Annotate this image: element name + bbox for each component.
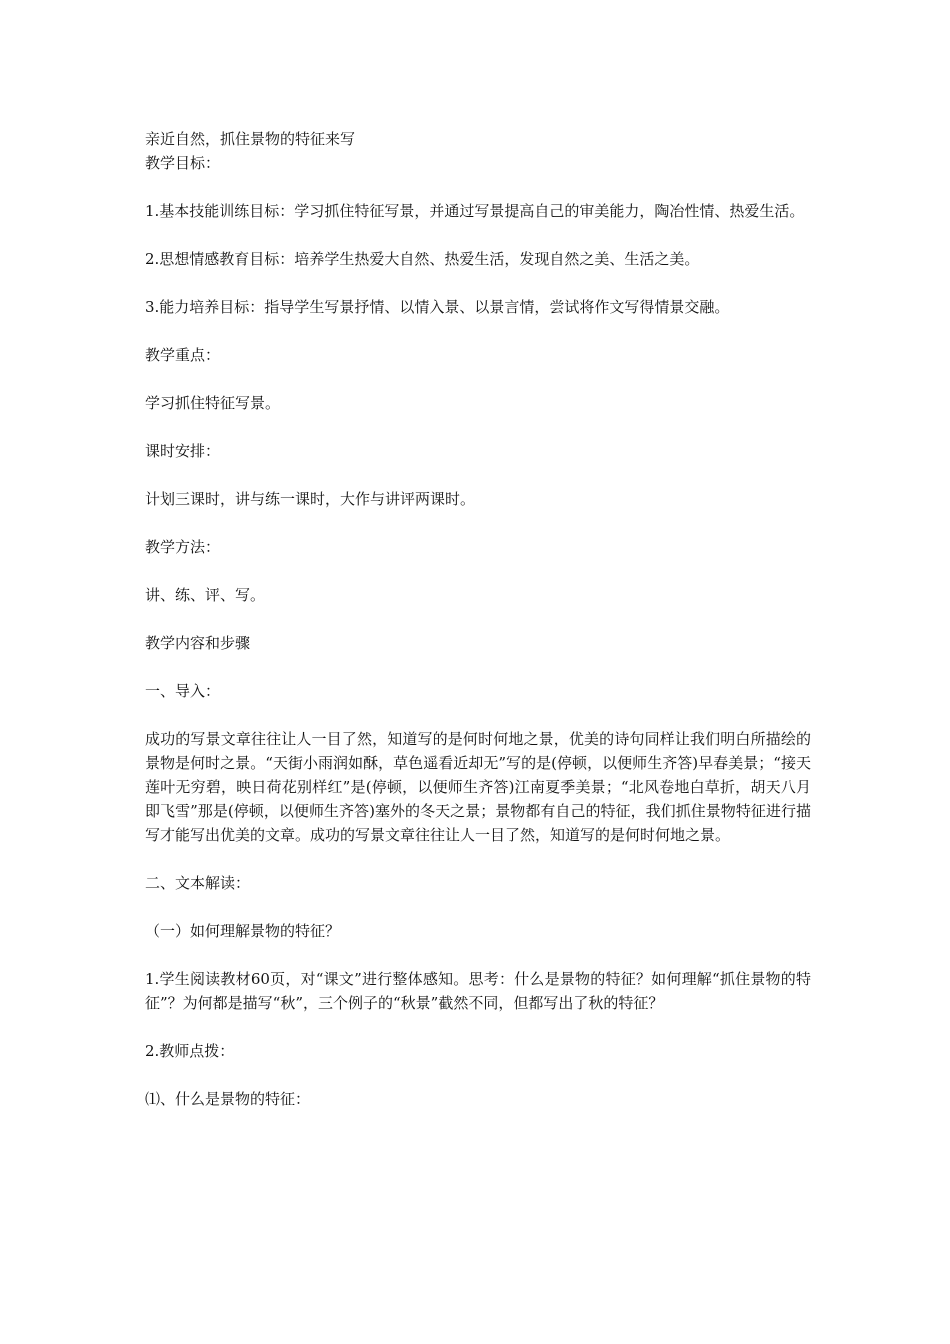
section-1-heading: 一、导入： <box>145 682 221 700</box>
section-1-text: 成功的写景文章往往让人一目了然，知道写的是何时何地之景，优美的诗句同样让我们明白所描绘的景物是何时之景。“天街小雨润如酥，草色遥看近却无”写的是(停顿，以便师生齐答)早春美景；“接天莲叶无穷碧，映日荷花别样红”是(停顿，以便师生齐答)江南夏季美景；“北风卷地白草折，胡天八月即飞雪”那是(停顿，以便师生齐答)塞外的冬天之景；景物都有自己的特征，我们抓住景物特征进行描写才能写出优美的文章。成功的写景文章往往让人一目了然，知道写的是何时何地之景。 <box>145 730 811 844</box>
item-1: 1.学生阅读教材60页，对“课文”进行整体感知。思考：什么是景物的特征？如何理解“抓住景物的特征”？为何都是描写“秋”，三个例子的“秋景”截然不同，但都写出了秋的特征？ <box>145 970 811 1012</box>
objectives-heading: 教学目标： <box>145 154 221 172</box>
item-2-1: ⑴、什么是景物的特征： <box>145 1090 311 1108</box>
focus-text: 学习抓住特征写景。 <box>145 394 281 412</box>
objective-1: 1.基本技能训练目标：学习抓住特征写景，并通过写景提高自己的审美能力，陶冶性情、热爱生活。 <box>145 202 805 220</box>
subsection-1-heading: （一）如何理解景物的特征？ <box>145 922 341 940</box>
objective-3: 3.能力培养目标：指导学生写景抒情、以情入景、以景言情，尝试将作文写得情景交融。 <box>145 298 730 316</box>
document-title: 亲近自然，抓住景物的特征来写 <box>145 130 356 148</box>
document-body <box>145 127 811 1111</box>
schedule-heading: 课时安排： <box>145 442 221 460</box>
section-2-heading: 二、文本解读： <box>145 874 251 892</box>
method-text: 讲、练、评、写。 <box>145 586 266 604</box>
focus-heading: 教学重点： <box>145 346 221 364</box>
schedule-text: 计划三课时，讲与练一课时，大作与讲评两课时。 <box>145 490 476 508</box>
item-2: 2.教师点拨： <box>145 1042 235 1060</box>
steps-heading: 教学内容和步骤 <box>145 634 251 652</box>
objective-2: 2.思想情感教育目标：培养学生热爱大自然、热爱生活，发现自然之美、生活之美。 <box>145 250 700 268</box>
method-heading: 教学方法： <box>145 538 221 556</box>
